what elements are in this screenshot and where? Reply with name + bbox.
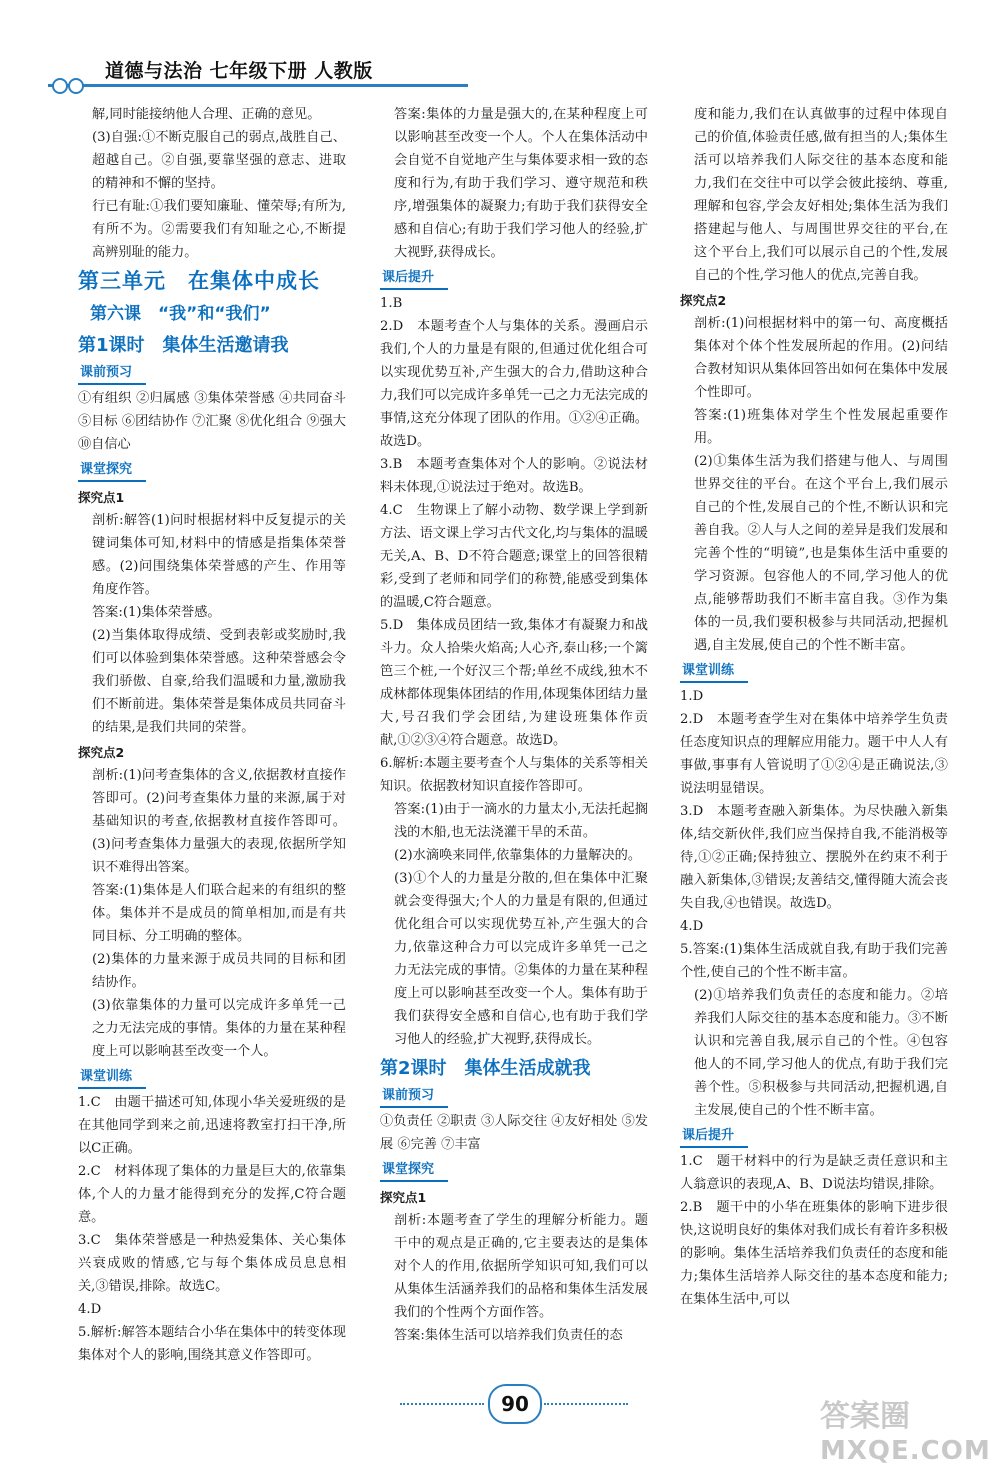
watermark-line1: 答案圈 [820,1399,910,1434]
paragraph: 答案:集体生活可以培养我们负责任的态 [394,1328,623,1343]
answer-item: 1.B [380,296,403,311]
paragraph: 剖析:(1)问考查集体的含义,依据教材直接作答即可。(2)问考查集体力量的来源,属于对基础知识的考查,依据教材直接作答即可。(3)问考查集体力量强大的表现,依据所学知识不难得出答案。 [92,768,346,875]
explore-point-label: 探究点1 [380,1190,427,1205]
paragraph: (3)①个人的力量是分散的,但在集体中汇聚就会变得强大;个人的力量是有限的,但通过优化组合可以实现优势互补,产生强大的合力,依靠这种合力可以完成许多单凭一己之力无法完成的事情。②集体的力量在某种程度上可以影响甚至改变一个人。集体有助于我们获得安全感和自信心,也有助于我们学习他人的经验,扩大视野,获得成长。 [394,871,648,1047]
unit-title: 第三单元 在集体中成长 [78,269,320,293]
column-2 [380,103,648,1347]
footer-rule-left [400,1403,484,1405]
paragraph: 剖析:本题考查了学生的理解分析能力。题干中的观点是正确的,它主要表达的是集体对个人的作用,依据所学知识可知,我们可以从集体生活涵养我们的品格和集体生活发展我们的个性两个方面作答。 [394,1213,648,1320]
answer-item: 3.C 集体荣誉感是一种热爱集体、关心集体兴衰成败的情感,它与每个集体成员息息相关,③错误,排除。故选C。 [78,1233,346,1294]
paragraph: 答案:(1)集体是人们联合起来的有组织的整体。集体并不是成员的简单相加,而是有共同目标、分工明确的整体。 [92,883,346,944]
lesson-title: 第六课 “我”和“我们” [90,304,271,324]
paragraph: 剖析:解答(1)问时根据材料中反复提示的关键词集体可知,材料中的情感是指集体荣誉感。(2)问围绕集体荣誉感的产生、作用等角度作答。 [92,513,346,597]
paragraph: 答案:集体的力量是强大的,在某种程度上可以影响甚至改变一个人。个人在集体活动中会自觉不自觉地产生与集体要求相一致的态度和行为,有助于我们学习、遵守规范和秩序,增强集体的凝聚力;有助于我们获得安全感和自信心;有助于我们学习他人的经验,扩大视野,获得成长。 [394,107,648,260]
answer-item: 1.D [680,689,704,704]
answer-item: 1.C 题干材料中的行为是缺乏责任意识和主人翁意识的表现,A、B、D说法均错误,排除。 [680,1154,948,1192]
period-title: 第1课时 集体生活邀请我 [78,335,289,356]
answer-item: 2.C 材料体现了集体的力量是巨大的,依靠集体,个人的力量才能得到充分的发挥,C符合题意。 [78,1164,346,1225]
paragraph: 答案:(1)由于一滴水的力量太小,无法托起搁浅的木船,也无法浇灌干旱的禾苗。 [394,802,648,840]
answer-item: 6.解析:本题主要考查个人与集体的关系等相关知识。依据教材知识直接作答即可。 [380,756,648,794]
paragraph: (3)依靠集体的力量可以完成许多单凭一己之力无法完成的事情。集体的力量在某种程度上可以影响甚至改变一个人。 [92,998,346,1059]
watermark [820,1400,991,1468]
header-title: 道德与法治 七年级下册 人教版 [105,60,373,82]
header-rule [48,84,468,87]
answer-item: 2.B 题干中的小华在班集体的影响下进步很快,这说明良好的集体对我们成长有着许多积极的影响。集体生活培养我们负责任的态度和能力;集体生活培养人际交往的基本态度和能力;在集体生活中,可以 [680,1200,948,1307]
section-heading-train: 课堂训练 [78,1067,146,1089]
section-heading-preview: 课前预习 [380,1086,448,1108]
answer-item: 5.D 集体成员团结一致,集体才有凝聚力和战斗力。众人拾柴火焰高;人心齐,泰山移;一个篱笆三个桩,一个好汉三个帮;单丝不成线,独木不成林都体现集体团结的作用,体现集体团结力量大,号召我们学会团结,为建设班集体作贡献,①②③④符合题意。故选D。 [380,618,648,748]
column-3 [680,103,948,1311]
answer-item: 2.D 本题考查学生对在集体中培养学生负责任态度知识点的理解应用能力。题干中人人有事做,事事有人管说明了①②④是正确说法,③说法明显错误。 [680,712,948,796]
preview-answers: ①负责任 ②职责 ③人际交往 ④友好相处 ⑤发展 ⑥完善 ⑦丰富 [380,1114,648,1152]
section-heading-after: 课后提升 [380,268,448,290]
answer-item: 5.解析:解答本题结合小华在集体中的转变体现集体对个人的影响,围绕其意义作答即可。 [78,1325,346,1363]
paragraph: 答案:(1)集体荣誉感。 [92,605,221,620]
answer-item: 4.D [680,919,704,934]
preview-answers: ①有组织 ②归属感 ③集体荣誉感 ④共同奋斗 ⑤目标 ⑥团结协作 ⑦汇聚 ⑧优化组合 ⑨强大 ⑩自信心 [78,391,346,452]
answer-item: 2.D 本题考查个人与集体的关系。漫画启示我们,个人的力量是有限的,但通过优化组合可以实现优势互补,产生强大的合力,借助这种合力,我们可以完成许多单凭一己之力无法完成的事情,这充分体现了团队的作用。①②④正确。故选D。 [380,319,648,449]
header-circle-icon [68,78,84,94]
footer-rule-right [544,1403,628,1405]
answer-item: 4.C 生物课上了解小动物、数学课上学到新方法、语文课上学习古代文化,均与集体的温暖无关,A、B、D不符合题意;课堂上的回答很精彩,受到了老师和同学们的称赞,能感受到集体的温暖,C符合题意。 [380,503,648,610]
watermark-line2: MXQE.COM [820,1436,991,1466]
answer-item: 5.答案:(1)集体生活成就自我,有助于我们完善个性,使自己的个性不断丰富。 [680,942,948,980]
section-heading-explore: 课堂探究 [380,1160,448,1182]
paragraph: (2)集体的力量来源于成员共同的目标和团结协作。 [92,952,346,990]
section-heading-train: 课堂训练 [680,661,748,683]
header-circle-icon [52,78,68,94]
paragraph: (2)水滴唤来同伴,依靠集体的力量解决的。 [394,848,642,863]
explore-point-label: 探究点1 [78,490,125,505]
paragraph: 行已有耻:①我们要知廉耻、懂荣辱;有所为,有所不为。②需要我们有知耻之心,不断提高辨别耻的能力。 [92,199,346,260]
answer-item: 1.C 由题干描述可知,体现小华关爱班级的是在其他同学到来之前,迅速将教室打扫干净,所以C正确。 [78,1095,346,1156]
column-1 [78,103,346,1367]
section-heading-after: 课后提升 [680,1126,748,1148]
page-number: 90 [488,1384,542,1424]
paragraph: 剖析:(1)问根据材料中的第一句、高度概括集体对个体个性发展所起的作用。(2)问结合教材知识从集体回答出如何在集体中发展个性即可。 [694,316,948,400]
period-title: 第2课时 集体生活成就我 [380,1058,591,1079]
paragraph: (2)当集体取得成绩、受到表彰或奖励时,我们可以体验到集体荣誉感。这种荣誉感会令我们骄傲、自豪,给我们温暖和力量,激励我们不断前进。集体荣誉是集体成员共同奋斗的结果,是我们共同的荣誉。 [92,628,346,735]
explore-point-label: 探究点2 [78,745,125,760]
section-heading-explore: 课堂探究 [78,460,146,482]
answer-item: 3.D 本题考查融入新集体。为尽快融入新集体,结交新伙伴,我们应当保持自我,不能消极等待,①②正确;保持独立、摆脱外在约束不利于融入新集体,③错误;友善结交,懂得随大流会丧失自我,④也错误。故选D。 [680,804,948,911]
paragraph: (2)①集体生活为我们搭建与他人、与周围世界交往的平台。在这个平台上,我们展示自己的个性,发展自己的个性,不断认识和完善自我。②人与人之间的差异是我们发展和完善个性的“明镜”,也是集体生活中重要的学习资源。包容他人的不同,学习他人的优点,能够帮助我们不断丰富自我。③作为集体的一员,我们要积极参与共同活动,把握机遇,自主发展,使自己的个性不断丰富。 [694,454,948,653]
section-heading-preview: 课前预习 [78,363,146,385]
paragraph: 度和能力,我们在认真做事的过程中体现自己的价值,体验责任感,做有担当的人;集体生活可以培养我们人际交往的基本态度和能力,我们在交往中可以学会彼此接纳、尊重,理解和包容,学会友好相处;集体生活为我们搭建起与他人、与周围世界交往的平台,在这个平台上,我们可以展示自己的个性,发展自己的个性,学习他人的优点,完善自我。 [694,107,948,283]
answer-item: 4.D [78,1302,102,1317]
paragraph: 答案:(1)班集体对学生个性发展起重要作用。 [694,408,948,446]
explore-point-label: 探究点2 [680,293,727,308]
paragraph: (3)自强:①不断克服自己的弱点,战胜自己、超越自己。②自强,要靠坚强的意志、进取的精神和不懈的坚持。 [92,130,346,191]
answer-item: 3.B 本题考查集体对个人的影响。②说法材料未体现,①说法过于绝对。故选B。 [380,457,648,495]
paragraph: 解,同时能接纳他人合理、正确的意见。 [92,107,321,122]
paragraph: (2)①培养我们负责任的态度和能力。②培养我们人际交往的基本态度和能力。③不断认识和完善自我,展示自己的个性。④包容他人的不同,学习他人的优点,有助于我们完善个性。⑤积极参与共同活动,把握机遇,自主发展,使自己的个性不断丰富。 [694,988,948,1118]
